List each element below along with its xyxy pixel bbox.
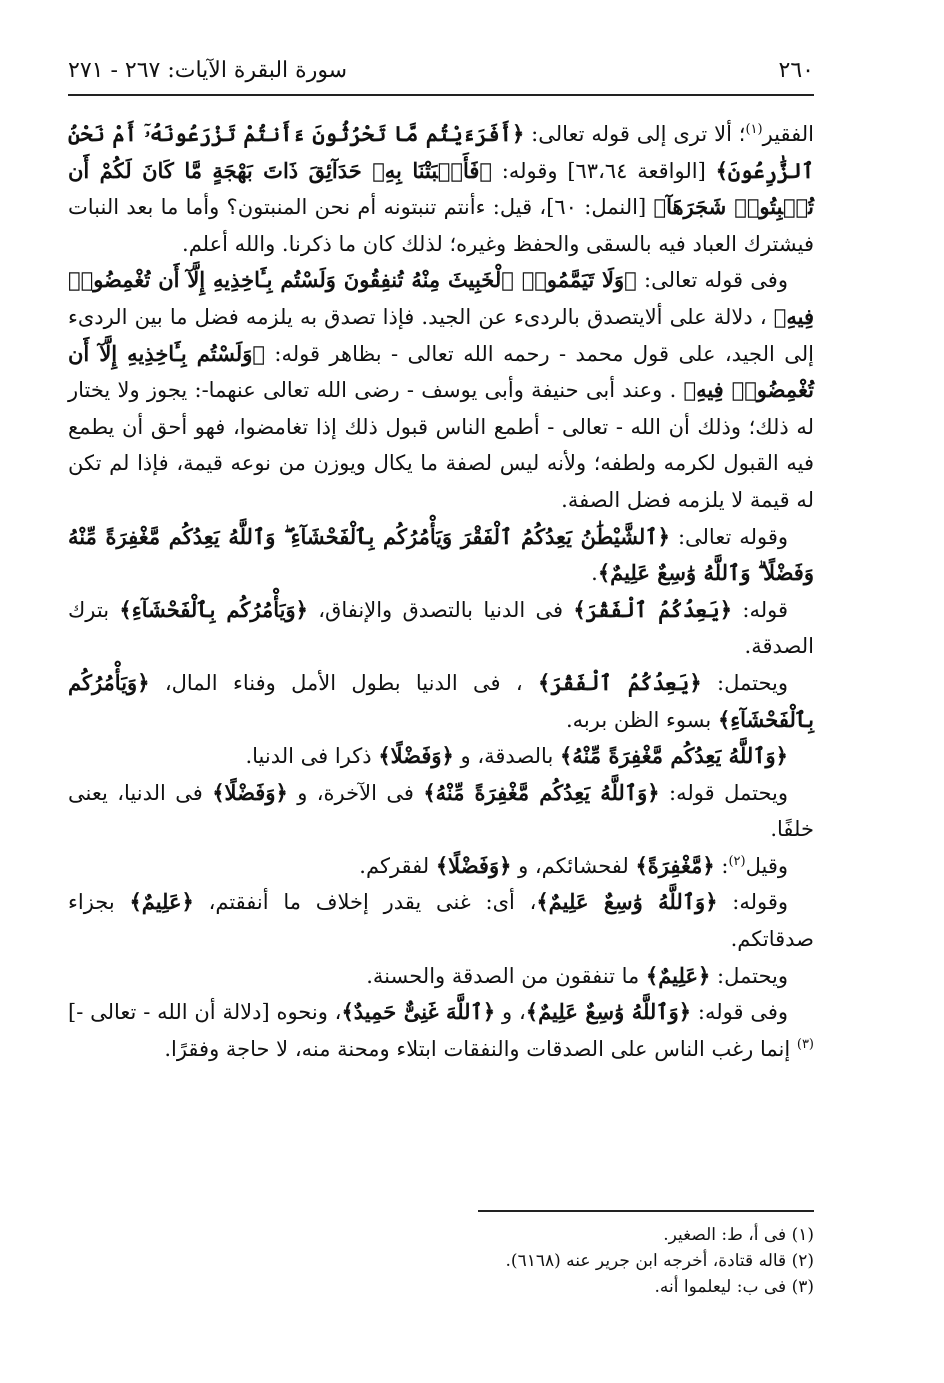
- text-run: ذكرا فى الدنيا.: [245, 744, 379, 769]
- text-run: لفقركم.: [359, 853, 436, 878]
- quran-quote: ﴿ٱلشَّيْطَٰنُ يَعِدُكُمُ ٱلْفَقْرَ وَيَأْمُرُكُم بِٱلْفَحْشَآءِ ۖ وَٱللَّهُ يَعِدُكُم مَّغْفِرَةً مِّنْهُ وَفَضْلًا ۗ وَٱللَّهُ وَٰسِعٌ عَلِيمٌ﴾: [68, 523, 814, 586]
- text-run: فى الدنيا، يعنى خلفًا.: [68, 780, 814, 842]
- text-run: وقوله تعالى:: [669, 524, 788, 549]
- paragraph: [68, 848, 814, 885]
- quran-quote: ﴿وَٱللَّهُ يَعِدُكُم مَّغْفِرَةً مِّنْهُ﴾: [559, 743, 788, 769]
- text-run: [الواقعة ٦٣،٦٤] وقوله:: [491, 158, 716, 183]
- footnote: (١) فى أ، ط: الصغير.: [663, 1225, 814, 1245]
- quran-quote: ﴿وَفَضْلًا﴾: [378, 743, 454, 769]
- text-run: قوله:: [732, 597, 789, 622]
- text-run: ، دلالة على ألايتصدق بالردىء عن الجيد. فإذا تصدق به يلزمه فضل ما بين الردىء إلى الجيد، على قول محمد - رحمه الله تعالى - بظاهر قوله:: [68, 304, 814, 366]
- text-run: ، فى الدنيا بطول الأمل وفناء المال،: [149, 670, 539, 695]
- text-run: ويحتمل:: [701, 670, 788, 695]
- quran-quote: ﴿يَعِدُكُمُ ٱلْفَقْرَ﴾: [573, 596, 733, 622]
- quran-quote: ﴿أَفَرَءَيْتُم مَّا تَحْرُثُونَ ءَأَنتُمْ تَزْرَعُونَهُۥٓ أَمْ نَحْنُ ٱلزَّٰرِعُونَ﴾: [68, 121, 814, 183]
- text-run: الفقير: [762, 122, 814, 146]
- main-text: [68, 116, 814, 1067]
- quran-quote: ﴿وَلَسْتُم بِـَٔاخِذِيهِ إِلَّآ أَن تُغْمِضُوا۟ فِيهِ﴾: [68, 340, 814, 403]
- text-run: بجزاء صدقاتكم.: [68, 890, 814, 952]
- text-run: . وعند أبى حنيفة وأبى يوسف - رضى الله تعالى عنهما-: يجوز ولا يختار له ذلك؛ وذلك أن الله - تعالى - أطمع الناس قبول ذلك إذا تغامضوا، فهو أحق أن يطمع فيه القبول لكرمه ولطفه؛ ولأنه ليس لصفة ما يكال ويوزن من نوعه قيمة، فإذا لم تكن له قيمة لا يلزمه فضل الصفة.: [68, 378, 814, 512]
- paragraph: [68, 958, 814, 995]
- text-run: بالصدقة، و: [453, 744, 560, 769]
- quran-quote: ﴿وَٱللَّهُ وَٰسِعٌ عَلِيمٌ﴾: [536, 889, 718, 915]
- text-run: وقوله:: [717, 890, 788, 915]
- paragraph: [68, 775, 814, 848]
- quran-quote: ﴿وَلَا تَيَمَّمُوا۟ ٱلْخَبِيثَ مِنْهُ تُنفِقُونَ وَلَسْتُم بِـَٔاخِذِيهِ إِلَّآ أَن تُغْمِضُوا۟ فِيهِ﴾: [68, 267, 814, 329]
- text-run: إنما رغب الناس على الصدقات والنفقات ابتلاء ومحنة منه، لا حاجة وفقرًا.: [164, 1036, 797, 1061]
- footnote-ref: (٢): [728, 853, 746, 869]
- text-run: بسوء الظن بربه.: [565, 707, 718, 732]
- quran-quote: ﴿وَيَأْمُرُكُم بِٱلْفَحْشَآءِ﴾: [119, 596, 308, 622]
- text-run: ، أى: غنى يقدر إخلاف ما أنفقتم،: [193, 890, 537, 915]
- text-run: .: [591, 561, 598, 586]
- quran-quote: ﴿يَعِدُكُمُ ٱلْفَقْرَ﴾: [538, 669, 702, 695]
- paragraph: [68, 738, 814, 775]
- quran-quote: ﴿مَّغْفِرَةً﴾: [635, 852, 715, 878]
- page-header: [68, 50, 814, 96]
- running-title: سورة البقرة الآيات: ٢٦٧ - ٢٧١: [68, 58, 348, 83]
- paragraph: [68, 884, 814, 957]
- paragraph: [68, 592, 814, 665]
- paragraph: [68, 994, 814, 1067]
- text-run: ، و: [495, 1000, 526, 1025]
- quran-quote: ﴿وَفَضْلًا﴾: [212, 779, 288, 805]
- text-run: لفحشائكم، و: [511, 853, 636, 878]
- text-run: بترك الصدقة.: [68, 597, 814, 659]
- text-run: وقيل: [745, 853, 788, 878]
- footnote-ref: (١): [745, 122, 763, 137]
- text-run: ، ونحوه [دلالة أن الله - تعالى -]: [68, 1000, 342, 1025]
- footnote-ref: (٣): [796, 1036, 814, 1052]
- footnote: (٢) قاله قتادة، أخرجه ابن جرير عنه (٦١٦٨).: [505, 1251, 814, 1271]
- quran-quote: ﴿وَٱللَّهُ يَعِدُكُم مَّغْفِرَةً مِّنْهُ﴾: [423, 779, 660, 805]
- text-run: وفى قوله:: [691, 1000, 789, 1025]
- quran-quote: ﴿وَٱللَّهُ وَٰسِعٌ عَلِيمٌ﴾: [525, 999, 692, 1025]
- text-run: ؛ ألا ترى إلى قوله تعالى:: [524, 122, 746, 146]
- footnote-divider: [478, 1210, 814, 1212]
- quran-quote: ﴿ٱللَّهَ غَنِىٌّ حَمِيدٌ﴾: [341, 999, 496, 1025]
- text-run: ويحتمل:: [710, 963, 788, 988]
- text-run: فى الدنيا بالتصدق والإنفاق،: [307, 597, 574, 622]
- quran-quote: ﴿عَلِيمٌ﴾: [645, 962, 711, 988]
- text-run: ما تنفقون من الصدقة والحسنة.: [366, 963, 646, 988]
- text-run: ويحتمل قوله:: [659, 780, 788, 805]
- paragraph: [68, 665, 814, 738]
- quran-quote: ﴿وَفَضْلًا﴾: [435, 852, 512, 878]
- quran-quote: ﴿وَيَأْمُرُكُم بِٱلْفَحْشَآءِ﴾: [68, 669, 814, 732]
- footnotes: [68, 1222, 814, 1300]
- quran-quote: ﴿فَأَنۢبَتْنَا بِهِۦ حَدَآئِقَ ذَاتَ بَهْجَةٍ مَّا كَانَ لَكُمْ أَن تُنۢبِتُوا۟ شَجَرَهَآ﴾: [68, 157, 814, 220]
- quran-quote: ﴿عَلِيمٌ﴾: [129, 889, 194, 915]
- text-run: فى الآخرة، و: [287, 780, 424, 805]
- footnote: (٣) فى ب: ليعلموا أنه.: [654, 1277, 814, 1297]
- paragraph: [68, 116, 814, 262]
- text-run: وفى قوله تعالى:: [636, 268, 788, 293]
- paragraph: [68, 519, 814, 592]
- text-run: :: [714, 853, 729, 878]
- text-run: [النمل: ٦٠]، قيل: ءأنتم تنبتونه أم نحن المنبتون؟ وأما ما بعد النبات فيشترك العباد فيه بالسقى والحفظ وغيره؛ لذلك كان ما ذكرنا. والله أعلم.: [68, 195, 814, 256]
- paragraph: [68, 262, 814, 518]
- page-number: ٢٦٠: [778, 58, 814, 83]
